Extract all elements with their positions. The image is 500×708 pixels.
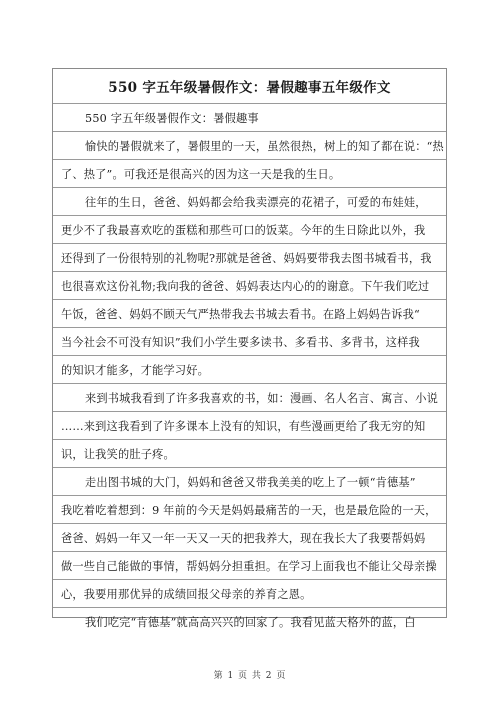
text-line: 还得到了一份很特别的礼物呢?那就是爸爸、妈妈要带我去图书城看书，我	[61, 251, 432, 265]
text-line: 来到书城我看到了许多我喜欢的书，如：漫画、名人名言、寓言、小说	[85, 391, 439, 405]
text-line: 也很喜欢这份礼物;我向我的爸爸、妈妈表达内心的的谢意。下午我们吃过	[61, 279, 430, 293]
text-row	[53, 216, 446, 244]
subtitle-line: 550 字五年级暑假作文：暑假趣事	[85, 111, 259, 125]
text-line: ……来到这我看到了许多课本上没有的知识，有些漫画更给了我无穷的知	[61, 419, 426, 433]
text-line: 往年的生日，爸爸、妈妈都会给我卖漂亮的花裙子，可爱的布娃娃，	[85, 195, 427, 209]
text-row	[53, 580, 446, 608]
text-row	[53, 328, 446, 356]
text-line: 当今社会不可没有知识”我们小学生要多读书、多看书、多背书，这样我	[61, 335, 420, 349]
text-row	[53, 608, 446, 636]
text-row	[53, 160, 446, 188]
text-row	[53, 468, 446, 496]
text-line: 做一些自己能做的事情，帮妈妈分担重担。在学习上面我也不能让父母亲操	[61, 559, 437, 573]
text-row	[53, 272, 446, 300]
text-row	[53, 188, 446, 216]
document-table	[52, 68, 447, 629]
text-line: 走出图书城的大门，妈妈和爸爸又带我美美的吃上了一顿“肯德基”	[85, 475, 416, 489]
text-row	[53, 412, 446, 440]
text-line: 识，让我笑的肚子疼。	[61, 447, 175, 461]
text-row	[53, 440, 446, 468]
text-row	[53, 496, 446, 524]
text-row	[53, 244, 446, 272]
text-row	[53, 132, 446, 160]
text-row	[53, 356, 446, 384]
text-line: 的知识才能多，才能学习好。	[61, 363, 210, 377]
text-line: 午饭，爸爸、妈妈不顾天气严热带我去书城去看书。在路上妈妈告诉我“	[61, 307, 420, 321]
document-title: 550 字五年级暑假作文：暑假趣事五年级作文	[108, 80, 391, 96]
text-line: 爸爸、妈妈一年又一年一天又一天的把我养大，现在我长大了我要帮妈妈	[61, 531, 426, 545]
text-row	[53, 552, 446, 580]
text-row	[53, 104, 446, 132]
text-line: 更少不了我最喜欢吃的蛋糕和那些可口的饭菜。今年的生日除此以外，我	[61, 223, 426, 237]
text-line: 心，我要用那优异的成绩回报父母亲的养育之恩。	[61, 587, 312, 601]
title-row	[53, 69, 446, 104]
page-footer: 第 1 页 共 2 页	[213, 671, 287, 681]
text-line: 了、热了”。可我还是很高兴的因为这一天是我的生日。	[61, 167, 341, 181]
text-line: 愉快的暑假就来了，暑假里的一天，虽然很热，树上的知了都在说：“热	[85, 139, 444, 153]
text-row	[53, 524, 446, 552]
text-row	[53, 384, 446, 412]
text-line: 我们吃完“肯德基”就高高兴兴的回家了。我看见蓝天格外的蓝，白	[85, 616, 416, 629]
text-row	[53, 300, 446, 328]
text-line: 我吃着吃着想到：9 年前的今天是妈妈最痛苦的一天，也是最危险的一天，	[61, 503, 437, 517]
